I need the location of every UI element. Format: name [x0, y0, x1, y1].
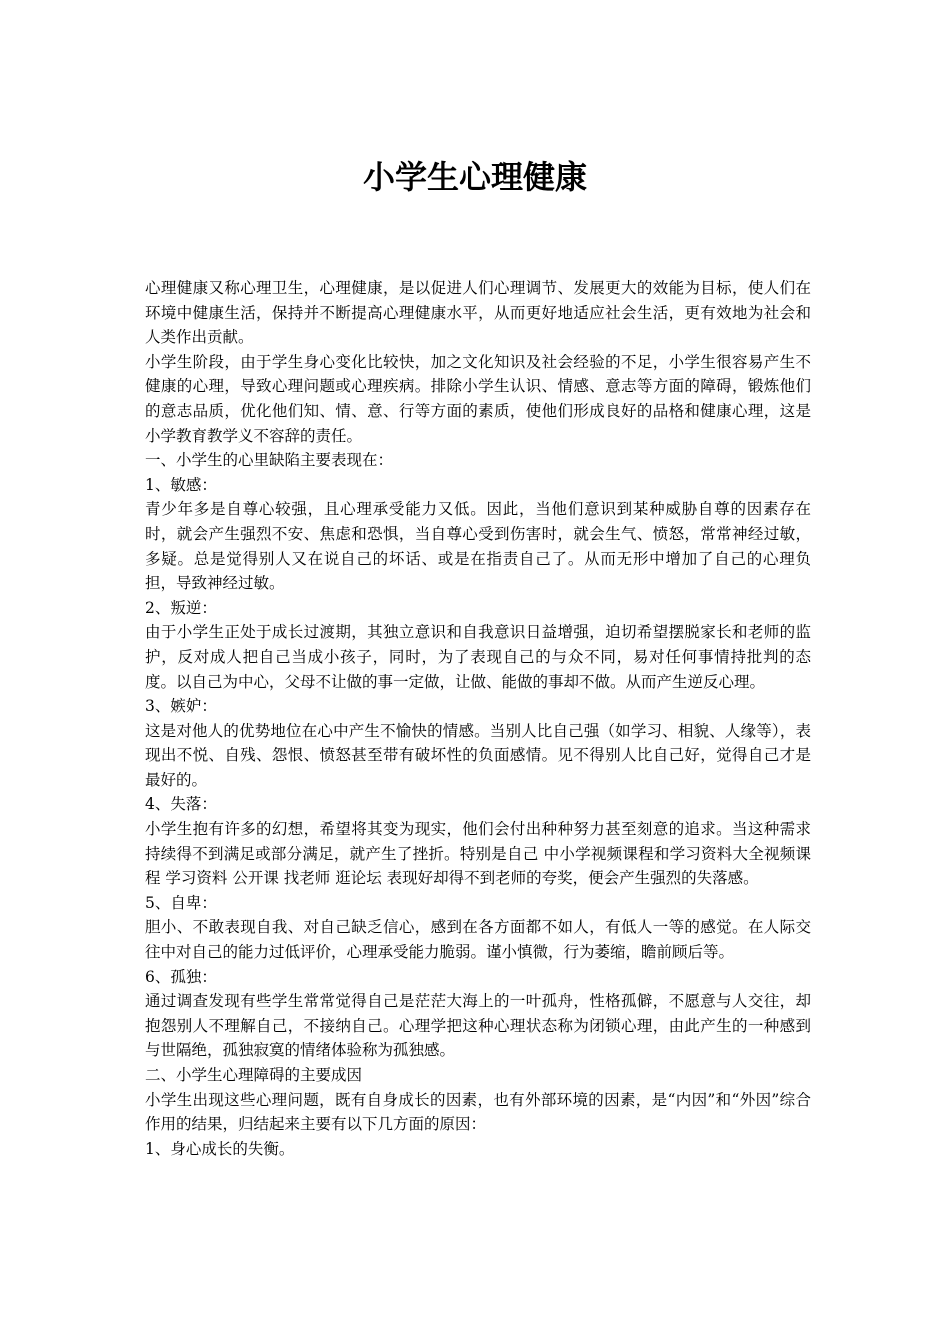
paragraph-intro: 心理健康又称心理卫生，心理健康，是以促进人们心理调节、发展更大的效能为目标，使人们在环境中健康生活，保持并不断提高心理健康水平，从而更好地适应社会生活，更有效地为社会和人类作出贡献。 [145, 279, 811, 347]
subheading-loneliness: 6、孤独： [145, 967, 217, 986]
subheading-inferiority: 5、自卑： [145, 893, 217, 912]
subheading-rebellious: 2、叛逆： [145, 598, 217, 617]
subheading-jealousy: 3、嫉妒： [145, 697, 217, 716]
document-title: 小学生心理健康 [362, 158, 587, 196]
subheading-loss: 4、失落： [145, 795, 217, 814]
paragraph-loneliness: 通过调查发现有些学生常常觉得自己是茫茫大海上的一叶孤舟，性格孤僻，不愿意与人交往，却抱怨别人不理解自己，不接纳自己。心理学把这种心理状态称为闭锁心理，由此产生的一种感到与世隔绝，孤独寂寞的情绪体验称为孤独感。 [145, 992, 811, 1060]
paragraph-causes: 小学生出现这些心理问题，既有自身成长的因素，也有外部环境的因素，是“内因”和“外因”综合作用的结果，归结起来主要有以下几方面的原因： [145, 1090, 811, 1134]
section-heading-defects: 一、小学生的心里缺陷主要表现在： [145, 451, 394, 470]
subheading-sensitive: 1、敏感： [145, 475, 217, 494]
subheading-imbalance: 1、身心成长的失衡。 [145, 1139, 295, 1158]
paragraph-rebellious: 由于小学生正处于成长过渡期，其独立意识和自我意识日益增强，迫切希望摆脱家长和老师的监护，反对成人把自己当成小孩子，同时，为了表现自己的与众不同，易对任何事情持批判的态度。以自己为中心，父母不让做的事一定做，让做、能做的事却不做。从而产生逆反心理。 [145, 623, 811, 691]
paragraph-stage: 小学生阶段，由于学生身心变化比较快，加之文化知识及社会经验的不足，小学生很容易产生不健康的心理，导致心理问题或心理疾病。排除小学生认识、情感、意志等方面的障碍，锻炼他们的意志品质，优化他们知、情、意、行等方面的素质，使他们形成良好的品格和健康心理，这是小学教育教学义不容辞的责任。 [145, 352, 811, 445]
document-body [145, 276, 811, 1161]
paragraph-jealousy: 这是对他人的优势地位在心中产生不愉快的情感。当别人比自己强（如学习、相貌、人缘等），表现出不悦、自残、怨恨、愤怒甚至带有破坏性的负面感情。见不得别人比自己好，觉得自己才是最好的。 [145, 721, 811, 789]
paragraph-inferiority: 胆小、不敢表现自我、对自己缺乏信心，感到在各方面都不如人，有低人一等的感觉。在人际交往中对自己的能力过低评价，心理承受能力脆弱。谨小慎微，行为萎缩，瞻前顾后等。 [145, 918, 811, 962]
section-heading-causes: 二、小学生心理障碍的主要成因 [145, 1066, 363, 1084]
paragraph-sensitive: 青少年多是自尊心较强，且心理承受能力又低。因此，当他们意识到某种威胁自尊的因素存在时，就会产生强烈不安、焦虑和恐惧，当自尊心受到伤害时，就会生气、愤怒，常常神经过敏，多疑。总是觉得别人又在说自己的坏话、或是在指责自己了。从而无形中增加了自己的心理负担，导致神经过敏。 [145, 500, 811, 593]
paragraph-loss: 小学生抱有许多的幻想，希望将其变为现实，他们会付出种种努力甚至刻意的追求。当这种需求持续得不到满足或部分满足，就产生了挫折。特别是自己 中小学视频课程和学习资料大全视频课程 学习资料 公开课 找老师 逛论坛 表现好却得不到老师的夸奖，便会产生强烈的失落感。 [145, 820, 811, 888]
